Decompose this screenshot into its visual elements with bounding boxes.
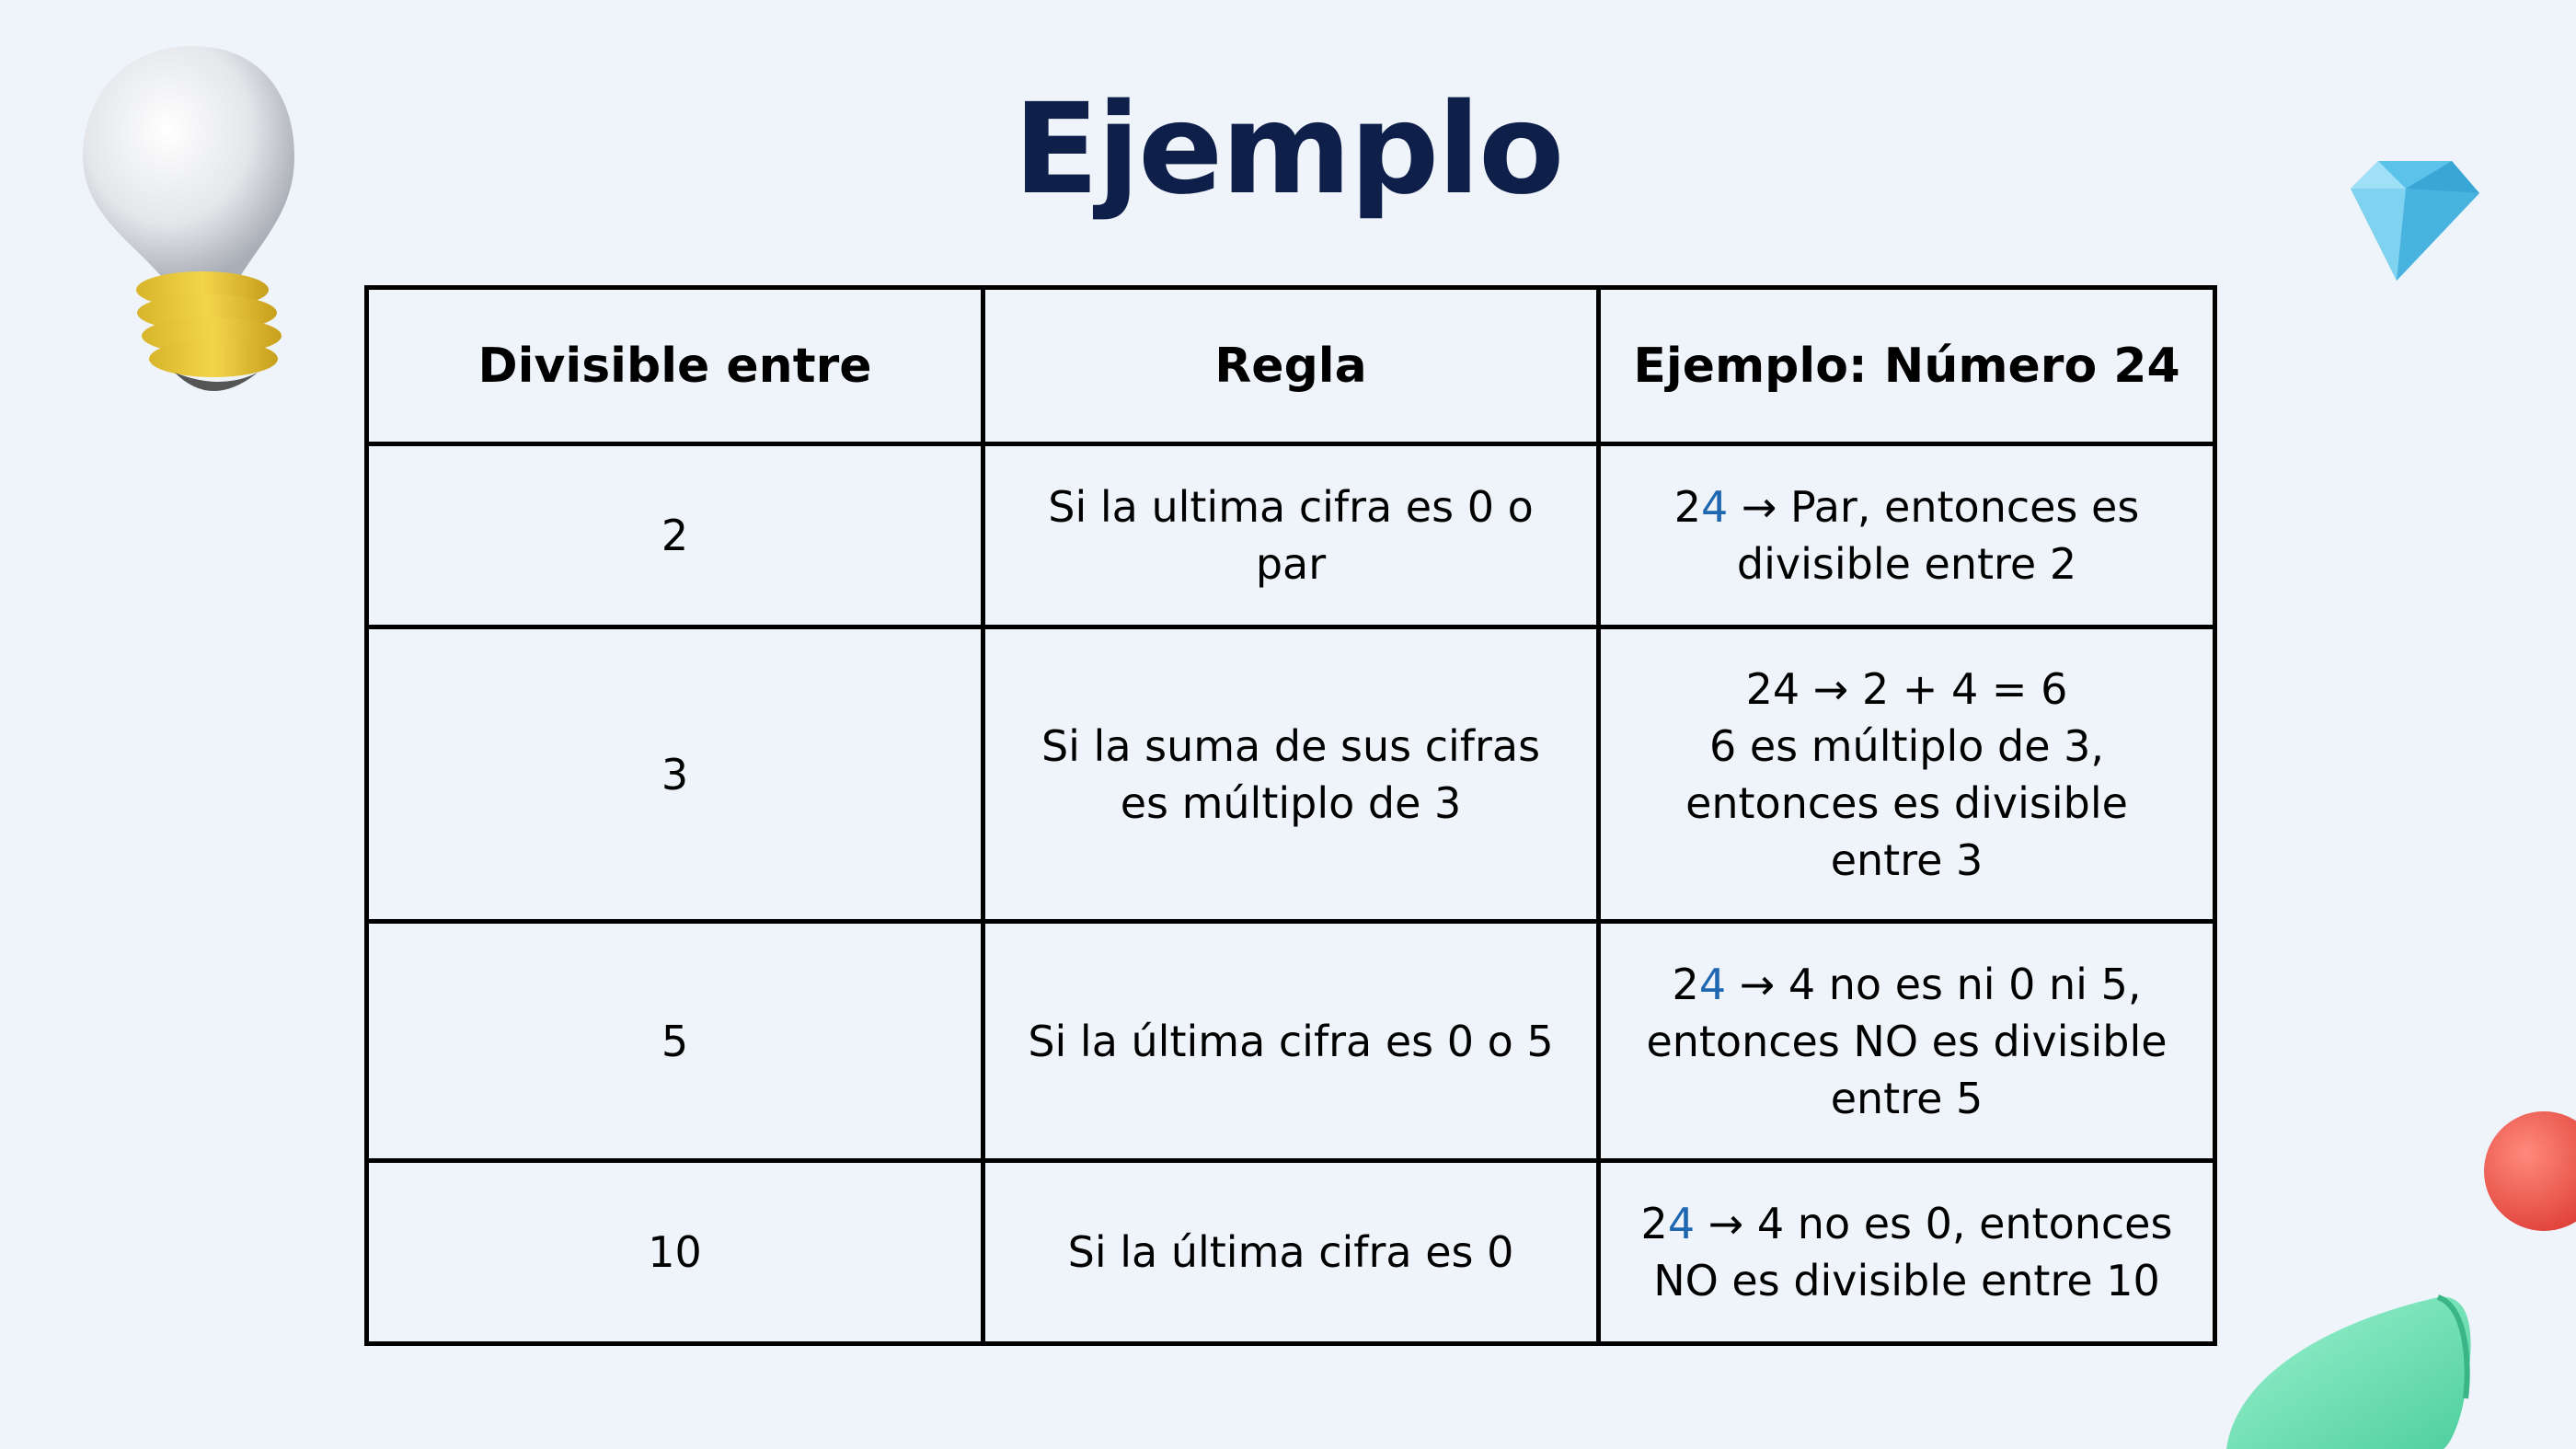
header-regla: Regla xyxy=(983,288,1599,444)
rule-cell: Si la última cifra es 0 o 5 xyxy=(983,922,1599,1161)
example-number-prefix: 2 xyxy=(1672,959,1699,1009)
example-cell xyxy=(1599,627,2215,922)
table-row xyxy=(367,1161,2215,1344)
green-hemisphere xyxy=(2208,1288,2484,1449)
header-divisible-entre: Divisible entre xyxy=(367,288,983,444)
example-line: 24 → 2 + 4 = 6 xyxy=(1745,663,2068,714)
rule-cell xyxy=(983,627,1599,922)
example-text: → Par, entonces es xyxy=(1728,482,2140,532)
example-number-highlight: 4 xyxy=(1698,959,1727,1009)
example-cell xyxy=(1599,922,2215,1161)
rule-cell: Si la última cifra es 0 xyxy=(983,1161,1599,1344)
divisor-cell: 10 xyxy=(367,1161,983,1344)
example-line: divisible entre 2 xyxy=(1736,539,2077,589)
example-text: → 4 no es 0, entonces xyxy=(1695,1199,2173,1248)
example-cell xyxy=(1599,444,2215,627)
table-header-row xyxy=(367,288,2215,444)
table-row xyxy=(367,922,2215,1161)
example-number-highlight: 4 xyxy=(1667,1199,1696,1248)
table-row xyxy=(367,627,2215,922)
rule-cell: Si la ultima cifra es 0 o par xyxy=(983,444,1599,627)
divisor-cell: 2 xyxy=(367,444,983,627)
divisibility-rules-table xyxy=(364,285,2217,1346)
example-number-highlight: 4 xyxy=(1700,482,1729,532)
example-line xyxy=(1628,478,2185,535)
example-number-prefix: 2 xyxy=(1673,482,1701,532)
example-number-prefix: 2 xyxy=(1640,1199,1668,1248)
divisor-cell: 3 xyxy=(367,627,983,922)
example-line: entonces es divisible xyxy=(1685,777,2128,828)
example-line xyxy=(1628,956,2185,1013)
example-line: entre 3 xyxy=(1830,834,1984,885)
example-line: entonces NO es divisible xyxy=(1646,1016,2168,1066)
page-title: Ejemplo xyxy=(1013,77,1563,223)
table-row xyxy=(367,444,2215,627)
red-sphere xyxy=(2479,1109,2576,1233)
example-line: entre 5 xyxy=(1830,1073,1984,1123)
example-cell xyxy=(1599,1161,2215,1344)
rule-text: Si la suma de sus cifras es múltiplo de 3 xyxy=(1041,720,1541,828)
example-line: 6 es múltiplo de 3, xyxy=(1708,720,2105,771)
example-line xyxy=(1628,1195,2185,1252)
header-ejemplo: Ejemplo: Número 24 xyxy=(1599,288,2215,444)
example-text: → 4 no es ni 0 ni 5, xyxy=(1726,959,2142,1009)
divisor-cell: 5 xyxy=(367,922,983,1161)
example-line: NO es divisible entre 10 xyxy=(1653,1256,2160,1305)
